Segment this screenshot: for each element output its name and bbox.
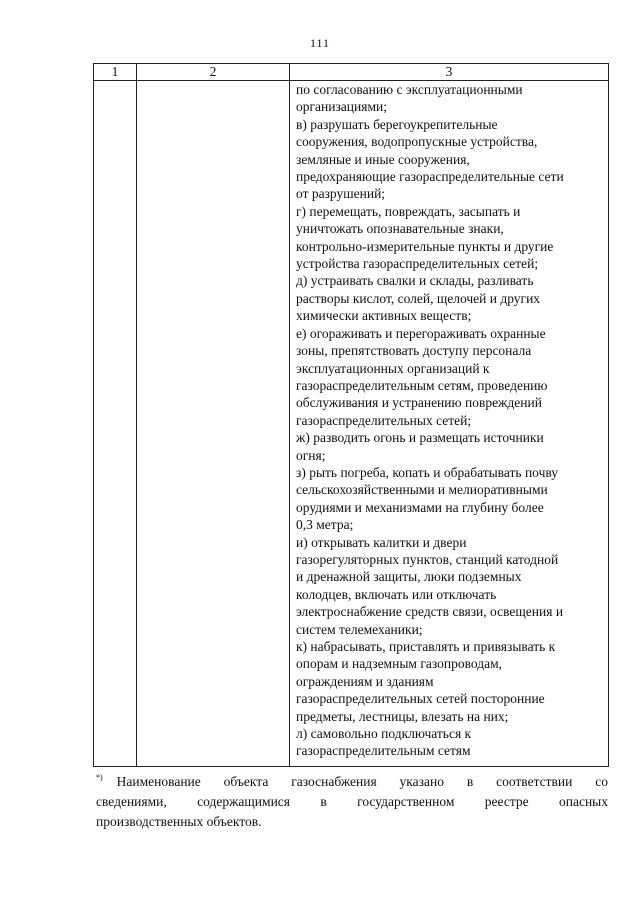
text-line: земляные и иные сооружения, — [296, 151, 470, 167]
text-line: опорам и надземным газопроводам, — [296, 656, 502, 672]
table-header-row — [94, 64, 609, 81]
footnote-line-2: сведениями, содержащимися в государственном реестре опасных — [96, 794, 608, 809]
column-3-text — [290, 81, 608, 760]
text-line: 0,3 метра; — [296, 517, 354, 533]
text-line: растворы кислот, солей, щелочей и других — [296, 290, 541, 306]
document-table — [93, 63, 609, 767]
column-header-3: 3 — [290, 64, 609, 81]
text-line: ограждениям и зданиям — [296, 673, 434, 689]
text-line: газорегуляторных пунктов, станций катодной — [296, 551, 559, 567]
text-line: газораспределительным сетям, проведению — [296, 377, 548, 393]
text-line: г) перемещать, повреждать, засыпать и — [296, 203, 521, 219]
text-line: газораспределительных сетей; — [296, 412, 472, 428]
text-line: колодцев, включать или отключать — [296, 586, 497, 602]
text-line: газораспределительным сетям — [296, 743, 471, 759]
text-line: л) самовольно подключаться к — [296, 726, 472, 742]
text-line: предметы, лестницы, влезать на них; — [296, 708, 509, 724]
text-line: зоны, препятствовать доступу персонала — [296, 343, 532, 359]
text-line: устройства газораспределительных сетей; — [296, 256, 539, 272]
footnote-marker: *) — [96, 773, 103, 782]
column-header-1: 1 — [94, 64, 137, 81]
text-line: и) открывать калитки и двери — [296, 534, 467, 550]
footnote-line-3: производственных объектов. — [96, 814, 262, 829]
text-line: сельскохозяйственными и мелиоративными — [296, 482, 548, 498]
text-line: организациями; — [296, 99, 387, 115]
table-row — [94, 81, 609, 767]
text-line: и дренажной защиты, люки подземных — [296, 569, 522, 585]
text-line: огня; — [296, 447, 326, 463]
footnote — [96, 768, 608, 832]
text-line: электроснабжение средств связи, освещения и — [296, 604, 564, 620]
column-2-cell — [137, 81, 290, 767]
page-number: 111 — [309, 36, 331, 50]
text-line: от разрушений; — [296, 186, 386, 202]
text-line: з) рыть погреба, копать и обрабатывать почву — [296, 464, 559, 480]
text-line: сооружения, водопропускные устройства, — [296, 134, 538, 150]
text-line: в) разрушать берегоукрепительные — [296, 116, 498, 132]
text-line: д) устраивать свалки и склады, разливать — [296, 273, 534, 289]
text-line: к) набрасывать, приставлять и привязывать к — [296, 639, 556, 654]
text-line: е) огораживать и перегораживать охранные — [296, 325, 546, 341]
text-line: орудиями и механизмами на глубину более — [296, 499, 544, 515]
text-line: газораспределительных сетей посторонние — [296, 691, 545, 707]
text-line: систем телемеханики; — [296, 621, 423, 637]
text-line: химически активных веществ; — [296, 308, 472, 324]
text-line: эксплуатационных организаций к — [296, 360, 490, 376]
text-line: предохраняющие газораспределительные сети — [296, 169, 564, 185]
text-line: ж) разводить огонь и размещать источники — [296, 430, 544, 446]
text-line: обслуживания и устранению повреждений — [296, 395, 542, 411]
footnote-line-1 — [96, 768, 608, 792]
text-line: по согласованию с эксплуатационными — [296, 82, 523, 97]
text-line: контрольно-измерительные пункты и другие — [296, 238, 554, 254]
column-3-cell — [290, 81, 609, 767]
column-1-cell — [94, 81, 137, 767]
column-header-2: 2 — [137, 64, 290, 81]
text-line: уничтожать опознавательные знаки, — [296, 221, 504, 237]
footnote-text-1: Наименование объекта газоснабжения указано в соответствии со — [116, 774, 608, 789]
